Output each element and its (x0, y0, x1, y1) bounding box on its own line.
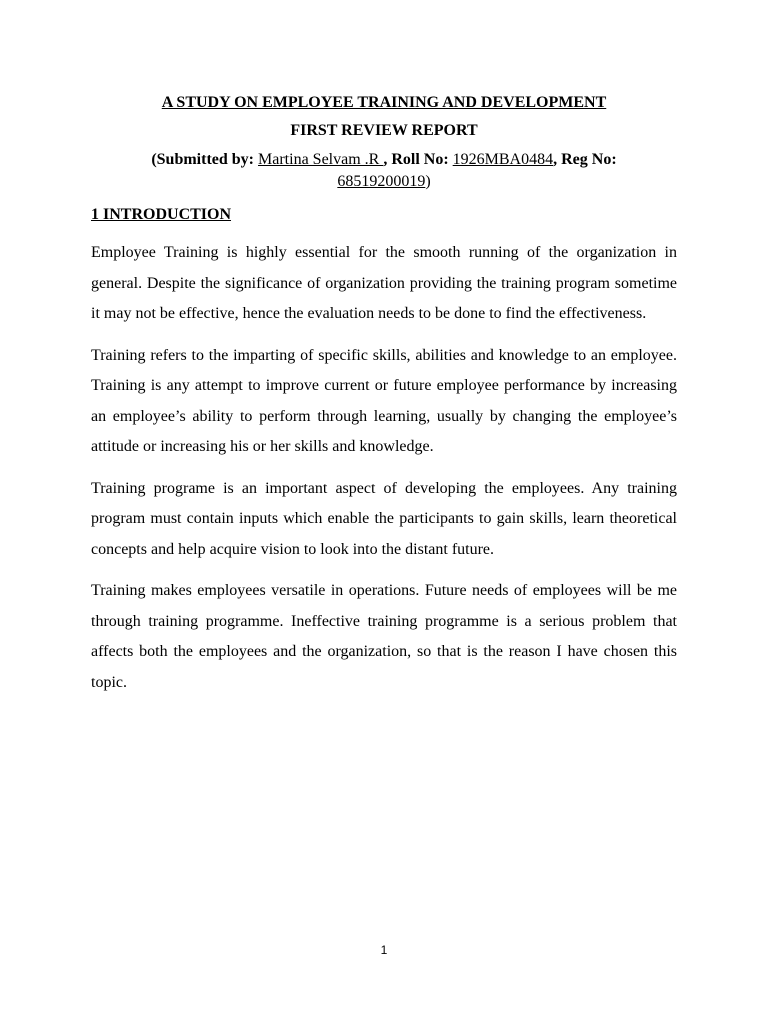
submission-line (91, 149, 677, 193)
paragraph-4: Training makes employees versatile in operations. Future needs of employees will be me through training programme. Ineffective training programme is a serious problem that affects both the employees and the organization, so that is the reason I have chosen this topic. (91, 582, 677, 691)
paragraph-1: Employee Training is highly essential for the smooth running of the organization in general. Despite the significance of organization providing the training program sometime it may not be effective, hence the evaluation needs to be done to find the effectiveness. (91, 244, 677, 322)
reg-no-value: 68519200019 (337, 173, 426, 190)
submission-open-paren: ( (151, 151, 157, 168)
roll-no-value: 1926MBA0484 (452, 151, 554, 168)
paragraph-2: Training refers to the imparting of specific skills, abilities and knowledge to an employee. Training is any attempt to improve current or future employee performance by increasing an employee’s ability to perform through learning, usually by changing the employee’s attitude or increasing his or her skills and knowledge. (91, 346, 677, 455)
section-heading-introduction: 1 INTRODUCTION (91, 206, 232, 223)
roll-no-label: Roll No: (391, 151, 449, 168)
page-content (91, 93, 677, 709)
document-title: A STUDY ON EMPLOYEE TRAINING AND DEVELOPMENT (161, 94, 607, 111)
submission-close-paren: ) (425, 173, 431, 190)
submitter-name: Martina Selvam .R (258, 151, 384, 168)
document-subtitle: FIRST REVIEW REPORT (290, 122, 478, 139)
paragraph-3: Training programe is an important aspect of developing the employees. Any training program must contain inputs which enable the participants to gain skills, learn theoretical concepts and help acquire vision to look into the distant future. (91, 479, 677, 558)
submission-comma-2: , (553, 151, 562, 168)
submission-comma-1: , (383, 151, 392, 168)
page-number: 1 (380, 943, 388, 957)
reg-no-label: Reg No: (561, 151, 617, 168)
submitted-by-label: Submitted by: (156, 151, 255, 168)
